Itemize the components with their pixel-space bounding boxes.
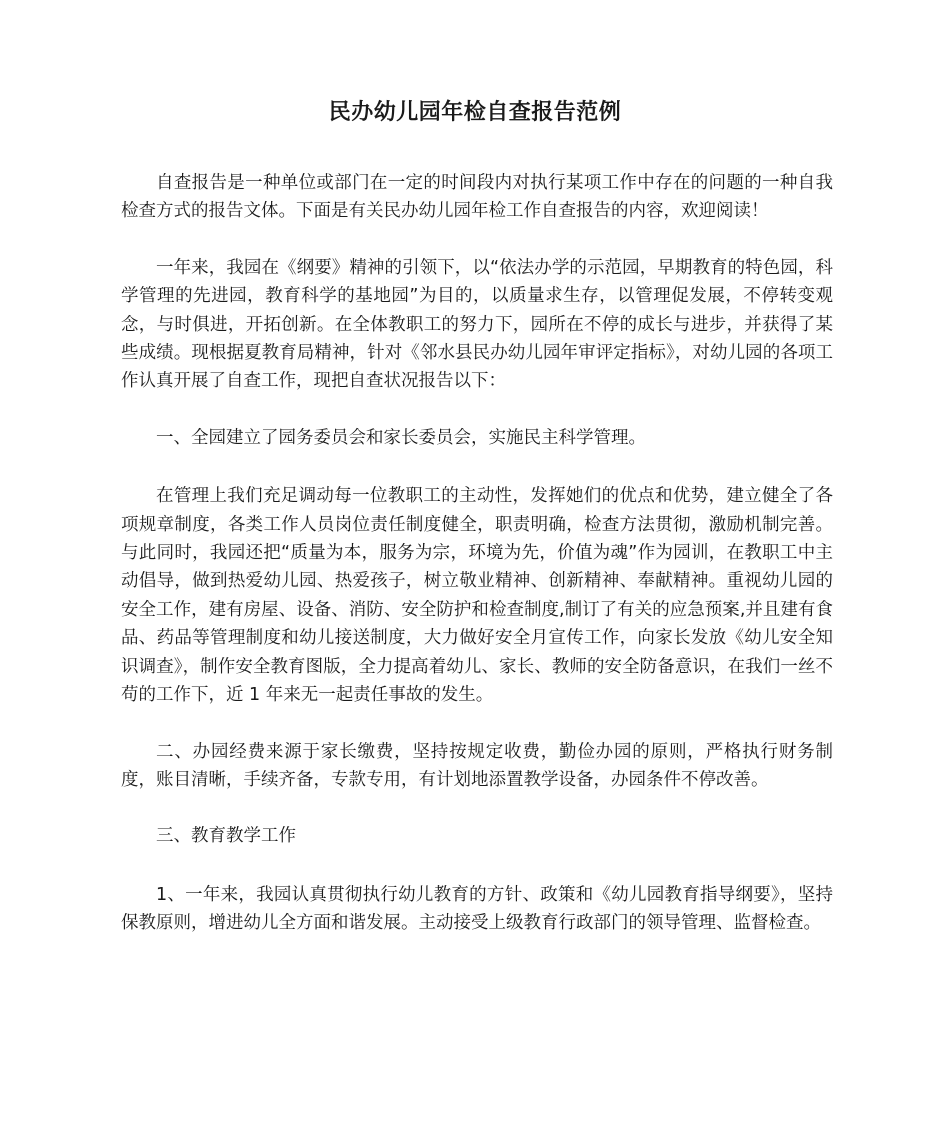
- paragraph-management: 在管理上我们充足调动每一位教职工的主动性，发挥她们的优点和优势，建立健全了各项规章制度，各类工作人员岗位责任制度健全，职责明确，检查方法贯彻，激励机制完善。与此同时，我园还把“质量为本，服务为宗，环境为先，价值为魂”作为园训，在教职工中主动倡导，做到热爱幼儿园、热爱孩子，树立敬业精神、创新精神、奉献精神。重视幼儿园的安全工作，建有房屋、设备、消防、安全防护和检查制度,制订了有关的应急预案,并且建有食品、药品等管理制度和幼儿接送制度，大力做好安全月宣传工作，向家长发放《幼儿安全知识调查》，制作安全教育图版，全力提高着幼儿、家长、教师的安全防备意识，在我们一丝不苟的工作下，近 1 年来无一起责任事故的发生。: [121, 486, 833, 706]
- section-heading-2: 二、办园经费来源于家长缴费，坚持按规定收费，勤俭办园的原则，严格执行财务制度，账目清晰，手续齐备，专款专用，有计划地添置教学设备，办园条件不停改善。: [121, 741, 833, 790]
- paragraph-intro: 自查报告是一种单位或部门在一定的时间段内对执行某项工作中存在的问题的一种自我检查方式的报告文体。下面是有关民办幼儿园年检工作自查报告的内容，欢迎阅读！: [121, 173, 833, 222]
- paragraph-teaching-1: 1、一年来，我园认真贯彻执行幼儿教育的方针、政策和《幼儿园教育指导纲要》，坚持保教原则，增进幼儿全方面和谐发展。主动接受上级教育行政部门的领导管理、监督检查。: [121, 884, 833, 934]
- document-title: 民办幼儿园年检自查报告范例: [328, 100, 622, 125]
- section-heading-3: 三、教育教学工作: [156, 826, 296, 847]
- section-heading-1: 一、全园建立了园务委员会和家长委员会，实施民主科学管理。: [156, 427, 646, 448]
- paragraph-overview: 一年来，我园在《纲要》精神的引领下，以“依法办学的示范园，早期教育的特色园，科学管理的先进园，教育科学的基地园”为目的，以质量求生存，以管理促发展，不停转变观念，与时俱进，开拓创新。在全体教职工的努力下，园所在不停的成长与进步，并获得了某些成绩。现根据夏教育局精神，针对《邻水县民办幼儿园年审评定指标》，对幼儿园的各项工作认真开展了自查工作，现把自查状况报告以下：: [121, 257, 833, 392]
- document-body: [121, 169, 833, 966]
